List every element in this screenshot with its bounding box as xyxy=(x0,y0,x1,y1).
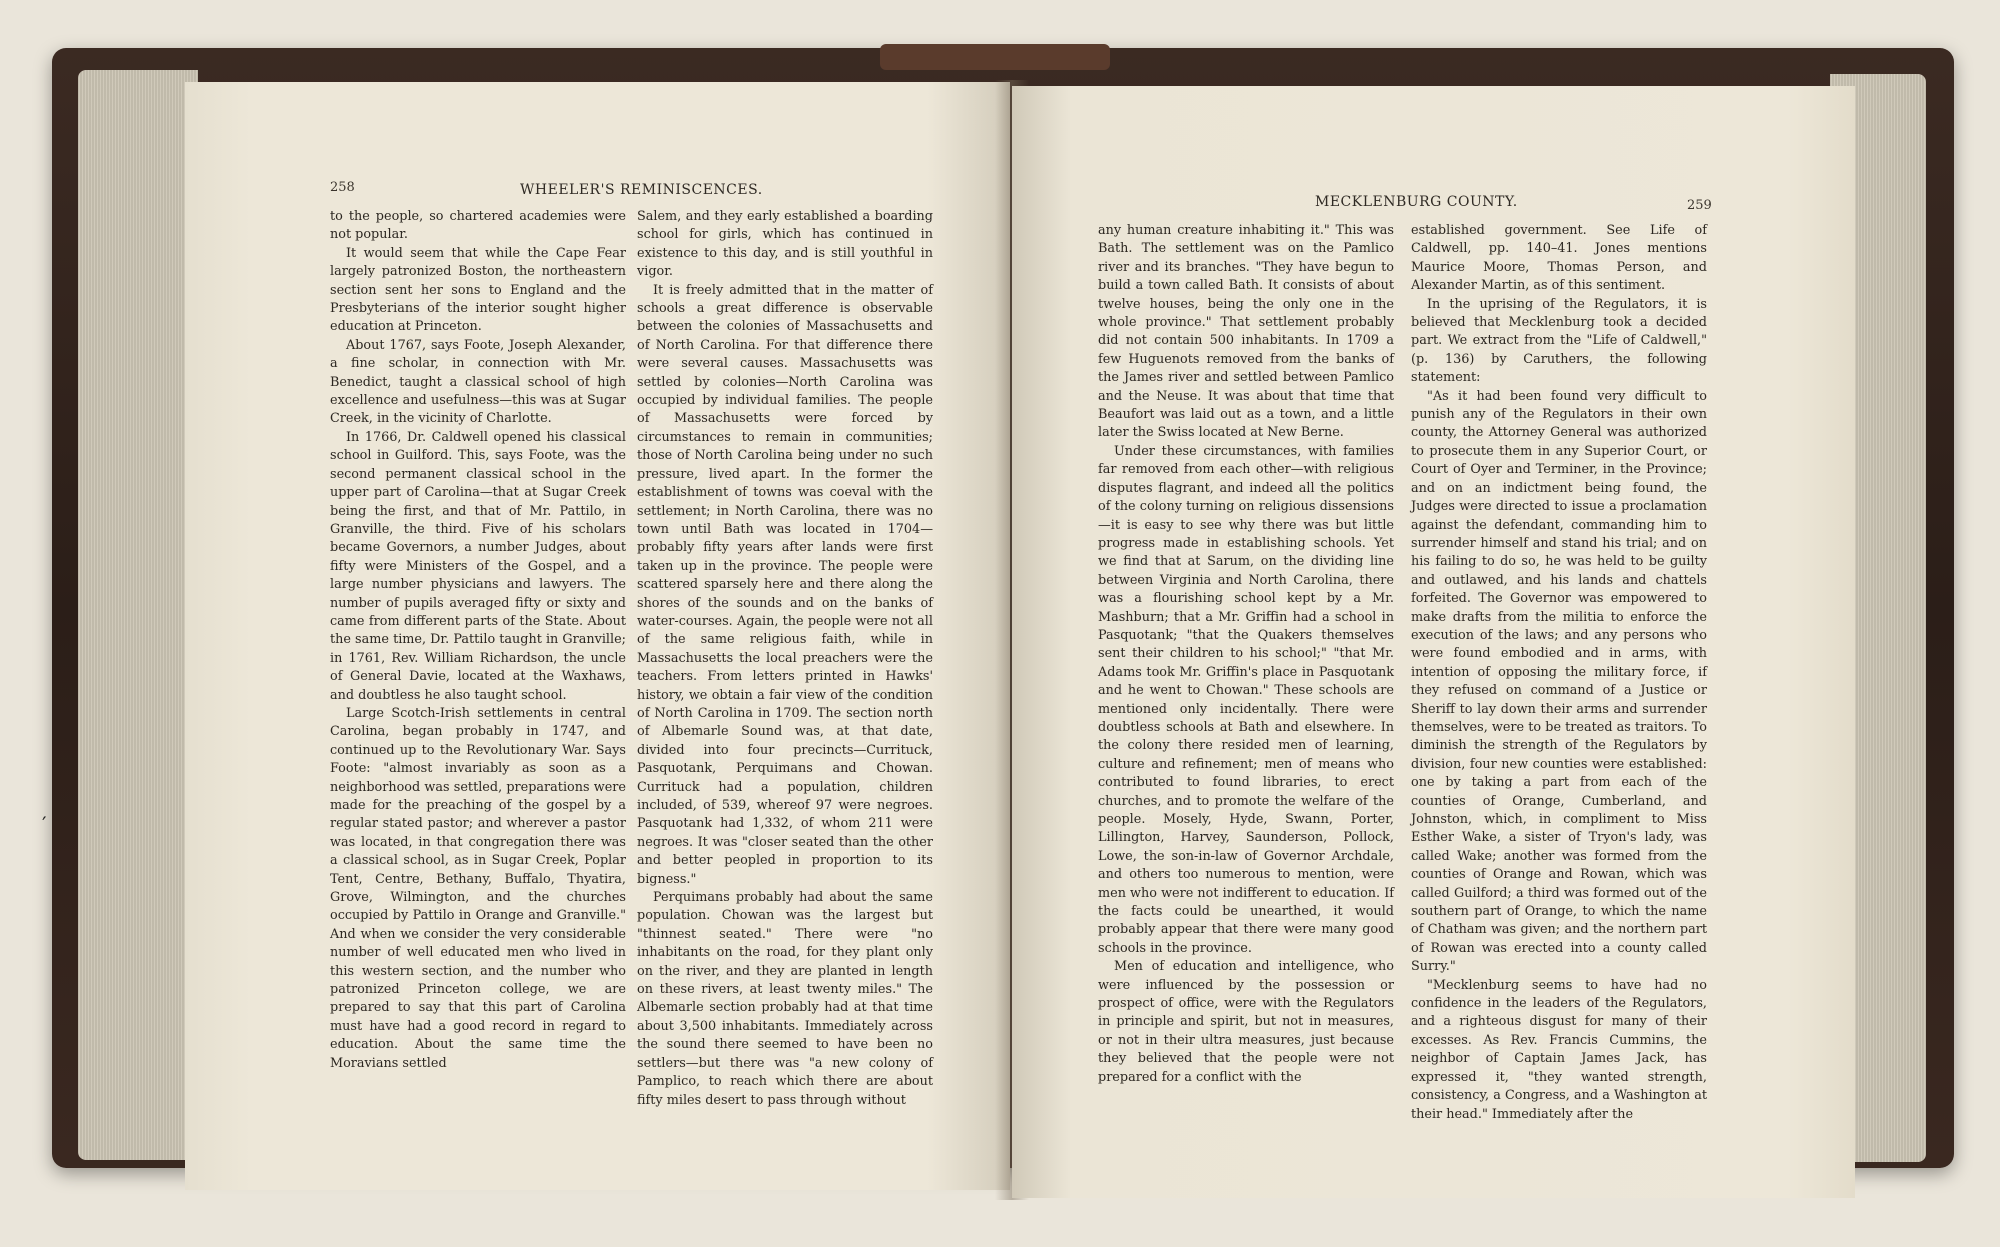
paragraph: to the people, so chartered academies were not popular. xyxy=(330,209,626,243)
running-head: MECKLENBURG COUNTY. xyxy=(1315,194,1518,210)
paragraph: In the uprising of the Regulators, it is believed that Mecklenburg took a decided part. We extract from the "Life of Caldwell," (p. 136) by Caruthers, the following statement: xyxy=(1411,296,1707,386)
paragraph: "Mecklenburg seems to have had no confidence in the leaders of the Regulators, and a righteous disgust for many of their excesses. As Rev. Francis Cummins, the neighbor of Captain James Jack, has expressed it, "they wanted strength, consistency, a Congress, and a Washington at their head." Immediately after the xyxy=(1411,977,1707,1122)
paragraph: Men of education and intelligence, who were influenced by the possession or prospect of office, were with the Regulators in principle and spirit, but not in measures, or not in their ultra measures, just because they believed that the people were not prepared for a conflict with the xyxy=(1098,959,1394,1085)
text-column-right-2 xyxy=(1411,222,1707,1124)
running-head: WHEELER'S REMINISCENCES. xyxy=(520,182,763,198)
paragraph: About 1767, says Foote, Joseph Alexander, a fine scholar, in connection with Mr. Benedict, taught a classical school of high excellence and usefulness—this was at Sugar Creek, in the vicinity of Charlotte. xyxy=(330,337,626,427)
paragraph: In 1766, Dr. Caldwell opened his classical school in Guilford. This, says Foote, was the second permanent classical school in the upper part of Carolina—that at Sugar Creek being the first, and that of Mr. Pattilo, in Granville, the third. Five of his scholars became Governors, a number Judges, about fifty were Ministers of the Gospel, and a large number physicians and lawyers. The number of pupils averaged fifty or sixty and came from different parts of the State. About the same time, Dr. Pattilo taught in Granville; in 1761, Rev. William Richardson, the uncle of General Davie, located at the Waxhaws, and doubtless he also taught school. xyxy=(330,429,626,703)
paragraph: "As it had been found very difficult to punish any of the Regulators in their own county, the Attorney General was authorized to prosecute them in any Superior Court, or Court of Oyer and Terminer, in the Province; and on an indictment being found, the Judges were directed to issue a proclamation against the defendant, commanding him to surrender himself and stand his trial; and on his failing to do so, he was held to be guilty and outlawed, and his lands and chattels forfeited. The Governor was empowered to make drafts from the militia to enforce the execution of the laws; and any persons who were found embodied and in arms, with intention of opposing the military force, if they refused on command of a Justice or Sheriff to lay down their arms and surrender themselves, were to be treated as traitors. To diminish the strength of the Regulators by division, four new counties were established: one by taking a part from each of the counties of Orange, Cumberland, and Johnston, which, in compliment to Miss Esther Wake, a sister of Tryon's lady, was called Wake; another was formed from the counties of Orange and Rowan, which was called Guilford; a third was formed out of the southern part of Orange, to which the name of Chatham was given; and the northern part of Rowan was erected into a county called Surry." xyxy=(1411,388,1707,975)
book-spine xyxy=(880,44,1110,70)
right-page xyxy=(1012,86,1855,1198)
page-number: 259 xyxy=(1687,198,1712,213)
text-column-left-2 xyxy=(637,208,933,1110)
page-number: 258 xyxy=(330,180,355,195)
paragraph: any human creature inhabiting it." This was Bath. The settlement was on the Pamlico river and its branches. "They have begun to build a town called Bath. It consists of about twelve houses, being the only one in the whole province." That settlement probably did not contain 500 inhabitants. In 1709 a few Huguenots removed from the banks of the James river and settled between Pamlico and the Neuse. It was about that time that Beaufort was laid out as a town, and a little later the Swiss located at New Berne. xyxy=(1098,223,1394,441)
left-page-edges xyxy=(78,70,198,1160)
margin-mark: ′ xyxy=(42,812,47,836)
paragraph: It is freely admitted that in the matter of schools a great difference is observable between the colonies of Massachusetts and of North Carolina. For that difference there were several causes. Massachusetts was settled by colonies—North Carolina was occupied by individual families. The people of Massachusetts were forced by circumstances to remain in communities; those of North Carolina being under no such pressure, lived apart. In the former the establishment of towns was coeval with the settlement; in North Carolina, there was no town until Bath was located in 1704—probably fifty years after lands were first taken up in the province. The people were scattered sparsely here and there along the shores of the sounds and on the banks of water-courses. Again, the people were not all of the same religious faith, while in Massachusetts the local preachers were the teachers. From letters printed in Hawks' history, we obtain a fair view of the condition of North Carolina in 1709. The section north of Albemarle Sound was, at that date, divided into four precincts—Currituck, Pasquotank, Perquimans and Chowan. Currituck had a population, children included, of 539, whereof 97 were negroes. Pasquotank had 1,332, of whom 211 were negroes. It was "closer seated than the other and better peopled in proportion to its bigness." xyxy=(637,282,933,887)
paragraph: Under these circumstances, with families far removed from each other—with religious disputes flagrant, and indeed all the politics of the colony turning on religious dissensions—it is easy to see why there was but little progress made in establishing schools. Yet we find that at Sarum, on the dividing line between Virginia and North Carolina, there was a flourishing school kept by a Mr. Mashburn; that a Mr. Griffin had a school in Pasquotank; "that the Quakers themselves sent their children to his school;" "that Mr. Adams took Mr. Griffin's place in Pasquotank and he went to Chowan." These schools are mentioned only incidentally. There were doubtless schools at Bath and elsewhere. In the colony there resided men of learning, culture and refinement; men of means who contributed to found libraries, to erect churches, and to promote the welfare of the people. Mosely, Hyde, Swann, Porter, Lillington, Harvey, Saunderson, Pollock, Lowe, the son-in-law of Governor Archdale, and others too numerous to mention, were men who were not indifferent to education. If the facts could be unearthed, it would probably appear that there were many good schools in the province. xyxy=(1098,443,1394,956)
paragraph: Large Scotch-Irish settlements in central Carolina, began probably in 1747, and continued up to the Revolutionary War. Says Foote: "almost invariably as soon as a neighborhood was settled, preparations were made for the preaching of the gospel by a regular stated pastor; and wherever a pastor was located, in that congregation there was a classical school, as in Sugar Creek, Poplar Tent, Centre, Bethany, Buffalo, Thyatira, Grove, Wilmington, and the churches occupied by Pattilo in Orange and Granville." And when we consider the very considerable number of well educated men who lived in this western section, and the number who patronized Princeton college, we are prepared to say that this part of Carolina must have had a good record in regard to education. About the same time the Moravians settled xyxy=(330,705,626,1071)
paragraph: established government. See Life of Caldwell, pp. 140–41. Jones mentions Maurice Moore, Thomas Person, and Alexander Martin, as of this sentiment. xyxy=(1411,223,1707,294)
left-page xyxy=(185,82,1010,1190)
paragraph: Perquimans probably had about the same population. Chowan was the largest but "thinnest seated." There were "no inhabitants on the road, for they plant only on the river, and they are planted in length on these rivers, at least twenty miles." The Albemarle section probably had at that time about 3,500 inhabitants. Immediately across the sound there seemed to have been no settlers—but there was "a new colony of Pamplico, to reach which there are about fifty miles desert to pass through without xyxy=(637,890,933,1108)
text-column-right-1 xyxy=(1098,222,1394,1087)
paragraph: Salem, and they early established a boarding school for girls, which has continued in existence to this day, and is still youthful in vigor. xyxy=(637,209,933,280)
text-column-left-1 xyxy=(330,208,626,1073)
paragraph: It would seem that while the Cape Fear largely patronized Boston, the northeastern section sent her sons to England and the Presbyterians of the interior sought higher education at Princeton. xyxy=(330,245,626,335)
